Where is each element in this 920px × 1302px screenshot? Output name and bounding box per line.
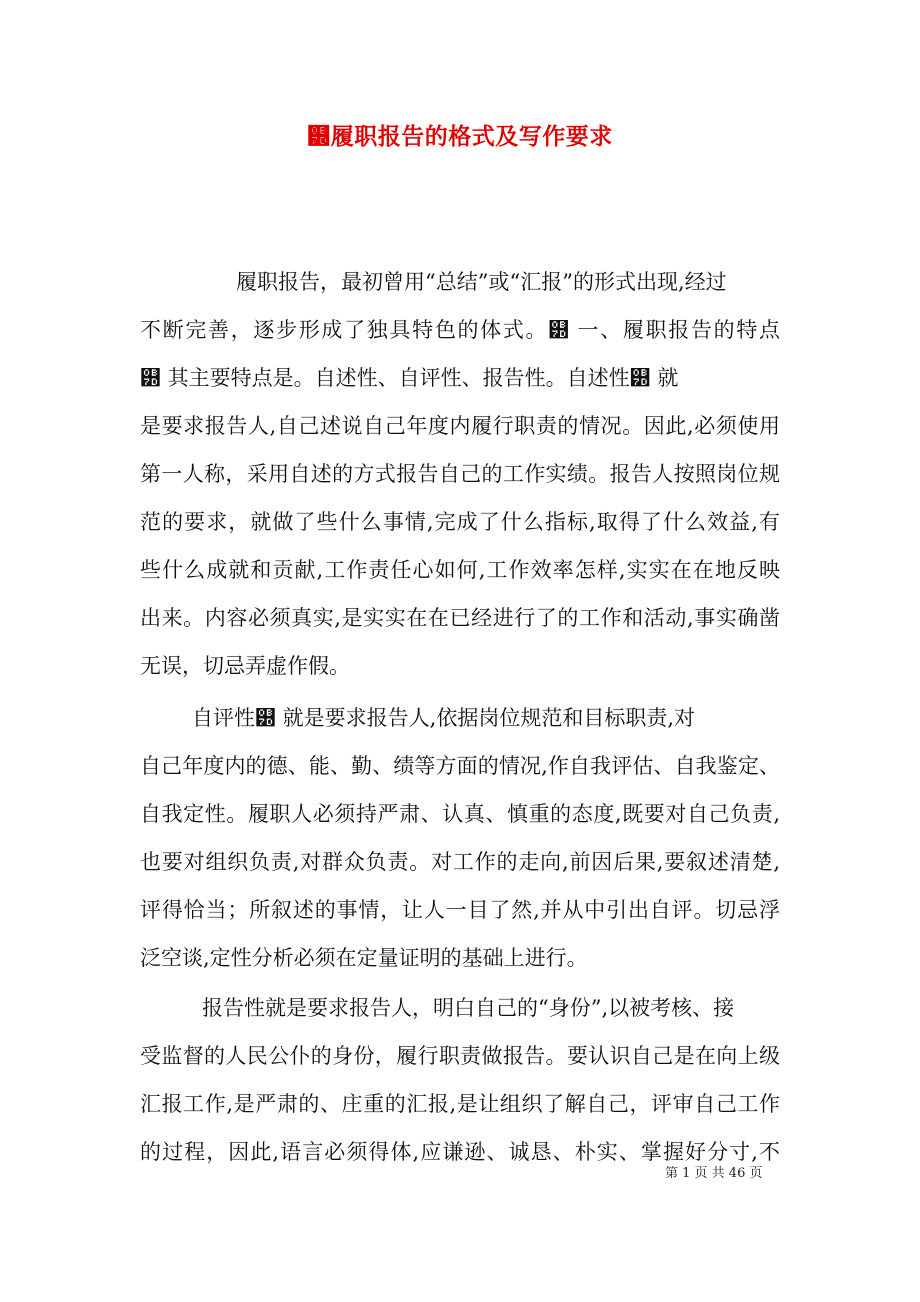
paragraph-line: 自我定性。履职人必须持严肃、认真、慎重的态度,既要对自己负责, (140, 802, 780, 826)
paragraph-line: 自评性୽ 就是要求报告人,依据岗位规范和目标职责,对 (192, 706, 696, 730)
paragraph-line: 范的要求，就做了些什么事情,完成了什么指标,取得了什么效益,有 (140, 510, 780, 534)
paragraph-line: 是要求报告人,自己述说自己年度内履行职责的情况。因此,必须使用 (140, 414, 780, 438)
paragraph-line: ୽ 其主要特点是。自述性、自评性、报告性。自述性୽ 就 (140, 366, 679, 390)
paragraph-line: 汇报工作,是严肃的、庄重的汇报,是让组织了解自己，评审自己工作 (140, 1092, 780, 1116)
paragraph-line: 的过程，因此,语言必须得体,应谦逊、诚恳、朴实、掌握好分寸,不 (140, 1140, 780, 1164)
paragraph-line: 无误，切忌弄虚作假。 (140, 654, 350, 678)
paragraph-line: 不断完善，逐步形成了独具特色的体式。୽ 一、履职报告的特点 (140, 318, 780, 342)
paragraph-line: 第一人称，采用自述的方式报告自己的工作实绩。报告人按照岗位规 (140, 462, 780, 486)
paragraph-line: 些什么成就和贡献,工作责任心如何,工作效率怎样,实实在在地反映 (140, 558, 780, 582)
paragraph-line: 自己年度内的德、能、勤、绩等方面的情况,作自我评估、自我鉴定、 (140, 754, 780, 778)
page-indicator: 第 1 页 共 46 页 (665, 1166, 763, 1181)
paragraph-line: 受监督的人民公仆的身份，履行职责做报告。要认识自己是在向上级 (140, 1044, 780, 1068)
paragraph-line: 也要对组织负责,对群众负责。对工作的走向,前因后果,要叙述清楚, (140, 850, 780, 874)
paragraph-line: 出来。内容必须真实,是实实在在已经进行了的工作和活动,事实确凿 (140, 606, 780, 630)
paragraph-line: 泛空谈,定性分析必须在定量证明的基础上进行。 (140, 946, 588, 970)
paragraph-line: 报告性就是要求报告人，明白自己的“身份”,以被考核、接 (202, 996, 735, 1020)
paragraph-line: 履职报告，最初曾用“总结”或“汇报”的形式出现,经过 (236, 270, 727, 294)
paragraph-line: 评得恰当；所叙述的事情，让人一目了然,并从中引出自评。切忌浮 (140, 898, 780, 922)
document-title: ୽履职报告的格式及写作要求 (307, 123, 613, 150)
